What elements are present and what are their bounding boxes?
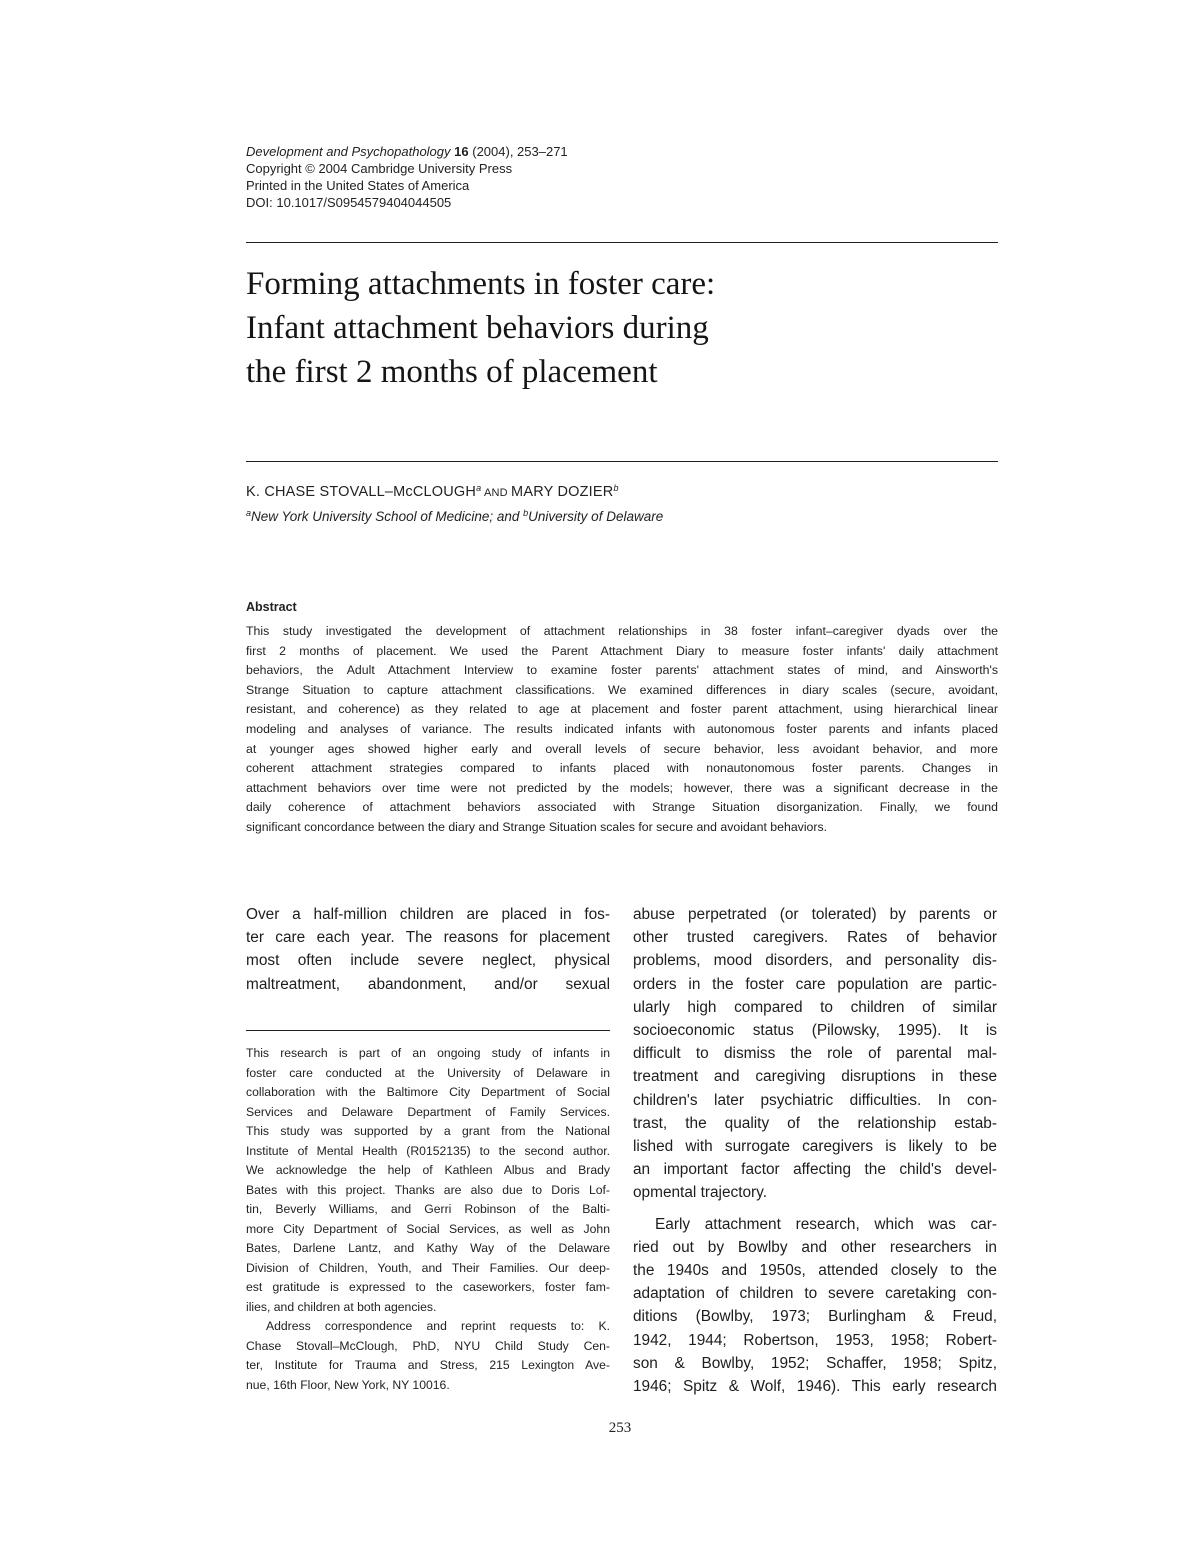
- author-list: [246, 483, 619, 500]
- body-line: ularly high compared to children of similar: [633, 998, 997, 1016]
- abstract-heading: Abstract: [246, 600, 297, 614]
- affil-marker: b: [523, 508, 529, 518]
- body-line: ditions (Bowlby, 1973; Burlingham & Freud,: [633, 1308, 997, 1326]
- body-line: the 1940s and 1950s, attended closely to the: [633, 1262, 997, 1280]
- abstract-line: significant concordance between the diary and Strange Situation scales for secure and avoidant behaviors.: [246, 819, 828, 834]
- body-line: 1942, 1944; Robertson, 1953, 1958; Robert-: [633, 1331, 997, 1349]
- footnote-line: ter, Institute for Trauma and Stress, 215 Lexington Ave-: [246, 1358, 610, 1372]
- footnote-line: nue, 16th Floor, New York, NY 10016.: [246, 1377, 450, 1392]
- journal-header: [246, 143, 568, 211]
- body-line: lished with surrogate caregivers is likely to be: [633, 1138, 997, 1156]
- body-line: 1946; Spitz & Wolf, 1946). This early research: [633, 1378, 997, 1396]
- footnote-line: Bates, Darlene Lantz, and Kathy Way of the Delaware: [246, 1241, 610, 1255]
- body-line: socioeconomic status (Pilowsky, 1995). It is: [633, 1022, 997, 1040]
- affil-marker: a: [246, 508, 252, 518]
- footnote-line: collaboration with the Baltimore City Department of Social: [246, 1085, 610, 1099]
- body-paragraph: [633, 1213, 997, 1399]
- abstract-line: first 2 months of placement. We used the Parent Attachment Diary to measure foster infants' daily attachment: [246, 643, 998, 658]
- body-line: trast, the quality of the relationship estab-: [633, 1114, 997, 1132]
- body-line: adaptation of children to severe caretaking con-: [633, 1285, 997, 1303]
- footnote-line: This research is part of an ongoing study of infants in: [246, 1046, 610, 1060]
- abstract-line: daily coherence of attachment behaviors associated with Strange Situation disorganization. Finally, we found: [246, 800, 998, 815]
- body-line: Early attachment research, which was car-: [655, 1215, 997, 1233]
- footnotes: [246, 1044, 610, 1395]
- affiliations: [246, 508, 663, 524]
- page-number: 253: [608, 1420, 632, 1436]
- title-line: Forming attachments in foster care:: [246, 266, 716, 302]
- copyright-line: Copyright © 2004 Cambridge University Press: [246, 161, 513, 176]
- footnote-line: more City Department of Social Services, as well as John: [246, 1221, 610, 1236]
- body-line: son & Bowlby, 1952; Schaffer, 1958; Spitz,: [633, 1354, 997, 1372]
- printed-line: Printed in the United States of America: [246, 178, 470, 193]
- journal-citation: [246, 143, 568, 160]
- body-line: orders in the foster care population are partic-: [633, 975, 997, 993]
- header-rule: [246, 242, 998, 243]
- footnote-line: Services and Delaware Department of Family Services.: [246, 1104, 610, 1119]
- footnote-line: ilies, and children at both agencies.: [246, 1299, 437, 1314]
- footnote-line: We acknowledge the help of Kathleen Albus and Brady: [246, 1163, 610, 1177]
- body-line: children's later psychiatric difficulties. In con-: [633, 1091, 997, 1109]
- footnote-line: foster care conducted at the University of Delaware in: [246, 1065, 610, 1080]
- footnote-line: tin, Beverly Williams, and Gerri Robinson of the Balti-: [246, 1202, 610, 1216]
- footnote-line: Institute of Mental Health (R0152135) to the second author.: [246, 1143, 610, 1158]
- abstract-line: at younger ages showed higher early and overall levels of secure behavior, less avoidant behavior, and more: [246, 741, 998, 756]
- title-line: Infant attachment behaviors during: [246, 310, 709, 346]
- body-column-right: [633, 903, 997, 1398]
- body-line: maltreatment, abandonment, and/or sexual: [246, 975, 610, 993]
- title-rule: [246, 461, 998, 462]
- article-title: [246, 262, 715, 394]
- journal-pages: (2004), 253–271: [468, 144, 568, 159]
- body-line: Over a half-million children are placed in fos-: [246, 906, 610, 923]
- abstract-line: attachment behaviors over time were not predicted by the models; however, there was a significant decrease in the: [246, 780, 998, 795]
- body-line: opmental trajectory.: [633, 1184, 768, 1202]
- body-line: other trusted caregivers. Rates of behavior: [633, 929, 997, 947]
- body-line: ter care each year. The reasons for placement: [246, 929, 610, 947]
- abstract-line: behaviors, the Adult Attachment Interview to examine foster parents' attachment states of mind, and Ainsworth's: [246, 663, 998, 678]
- footnote-line: Division of Children, Youth, and Their Families. Our deep-: [246, 1260, 610, 1275]
- body-line: abuse perpetrated (or tolerated) by parents or: [633, 906, 997, 923]
- body-line: problems, mood disorders, and personality dis-: [633, 952, 997, 970]
- author-name: K. CHASE STOVALL–McCLOUGH: [246, 484, 477, 500]
- affil-institution: New York University School of Medicine; and: [251, 509, 524, 524]
- abstract-line: This study investigated the development of attachment relationships in 38 foster infant–caregiver dyads over the: [246, 624, 998, 638]
- journal-volume: 16: [454, 144, 469, 159]
- footnote-line: This study was supported by a grant from the National: [246, 1124, 610, 1138]
- footnote-line: est gratitude is expressed to the caseworkers, foster fam-: [246, 1280, 610, 1294]
- footnote-rule: [246, 1030, 610, 1031]
- footnote-line: Bates with this project. Thanks are also due to Doris Lof-: [246, 1182, 610, 1197]
- author-name: MARY DOZIER: [511, 484, 614, 500]
- doi-line: DOI: 10.1017/S0954579404044505: [246, 195, 452, 210]
- abstract-text: [246, 622, 998, 838]
- footnote-line: Chase Stovall–McClough, PhD, NYU Child Study Cen-: [246, 1338, 610, 1353]
- author-affil-marker: b: [613, 483, 619, 493]
- body-line: difficult to dismiss the role of parental mal-: [633, 1045, 997, 1063]
- body-line: ried out by Bowlby and other researchers in: [633, 1238, 997, 1256]
- title-line: the first 2 months of placement: [246, 354, 658, 390]
- abstract-line: modeling and analyses of variance. The results indicated infants with autonomous foster parents and infants placed: [246, 721, 998, 736]
- body-line: an important factor affecting the child's devel-: [633, 1161, 997, 1179]
- abstract-line: resistant, and coherence) as they related to age at placement and foster parent attachment, using hierarchical linear: [246, 702, 998, 717]
- author-conjunction: AND: [481, 487, 512, 499]
- abstract-line: coherent attachment strategies compared to infants placed with nonautonomous foster parents. Changes in: [246, 761, 998, 776]
- footnote-line: Address correspondence and reprint requests to: K.: [266, 1319, 610, 1333]
- body-line: most often include severe neglect, physical: [246, 952, 610, 970]
- journal-name: Development and Psychopathology: [246, 144, 451, 159]
- body-line: treatment and caregiving disruptions in these: [633, 1068, 997, 1086]
- author-affil-marker: a: [476, 483, 482, 493]
- abstract-line: Strange Situation to capture attachment classifications. We examined differences in diary scales (secure, avoidant,: [246, 682, 998, 697]
- body-column-left: [246, 903, 610, 996]
- affil-institution: University of Delaware: [528, 509, 664, 524]
